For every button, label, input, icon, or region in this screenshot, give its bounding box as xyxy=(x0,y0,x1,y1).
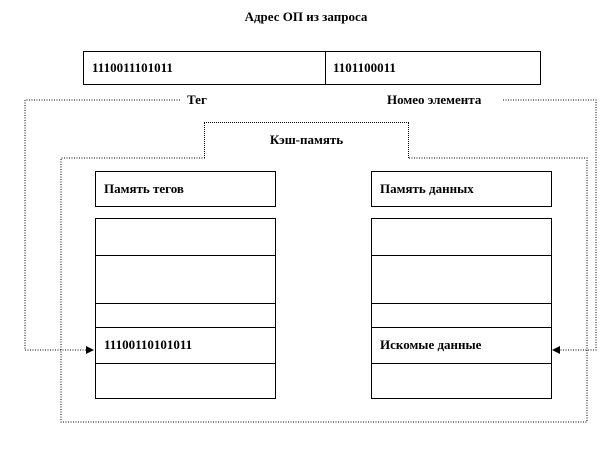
data-memory-title: Память данных xyxy=(380,181,474,196)
found-data: Искомые данные xyxy=(380,337,482,352)
data-row-match xyxy=(372,327,551,364)
cache-title-box xyxy=(204,122,409,158)
diagram-title: Адрес ОП из запроса xyxy=(244,9,368,24)
data-row xyxy=(372,363,551,398)
tag-memory-header xyxy=(95,171,276,207)
tag-row-match xyxy=(96,327,275,364)
data-row xyxy=(372,219,551,256)
element-number-label: Номео элемента xyxy=(384,92,484,108)
address-element-field xyxy=(325,52,540,84)
tag-memory-title: Память тегов xyxy=(104,181,184,196)
data-memory-table xyxy=(371,218,552,399)
address-element-bits: 1101100011 xyxy=(333,60,396,75)
address-register xyxy=(83,51,541,85)
tag-label: Тег xyxy=(184,92,210,108)
tag-memory-table xyxy=(95,218,276,399)
data-memory-header xyxy=(371,171,552,207)
address-tag-field xyxy=(84,52,326,84)
matched-tag: 11100110101011 xyxy=(104,337,193,352)
tag-row xyxy=(96,255,275,304)
data-row xyxy=(372,255,551,304)
tag-row xyxy=(96,363,275,398)
cache-title: Кэш-память xyxy=(269,132,344,147)
data-row xyxy=(372,303,551,328)
tag-row xyxy=(96,219,275,256)
tag-row xyxy=(96,303,275,328)
address-tag-bits: 1110011101011 xyxy=(92,60,173,75)
